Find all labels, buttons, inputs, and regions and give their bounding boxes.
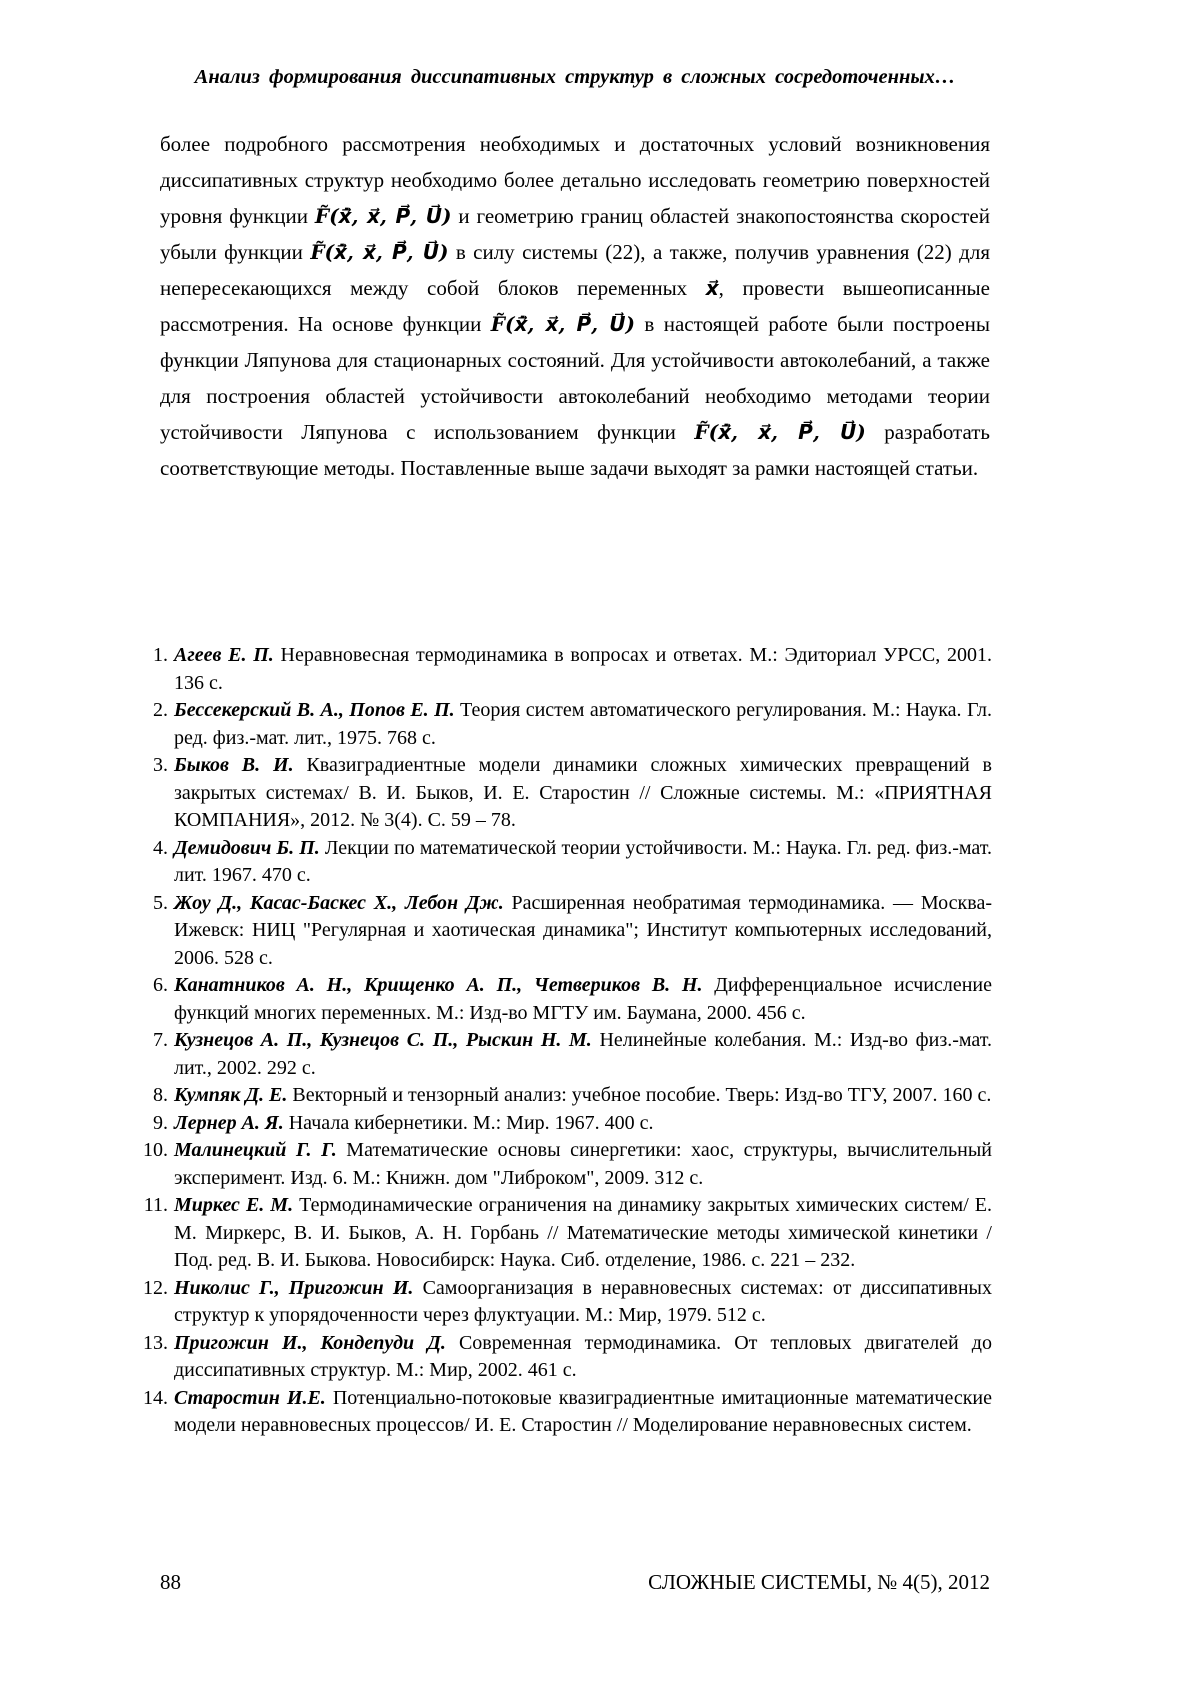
reference-number: 12.: [143, 1276, 168, 1299]
reference-number: 2.: [153, 699, 168, 721]
reference-item: [153, 642, 992, 697]
running-header-title: Анализ формирования диссипативных структур в сложных сосредоточенных…: [194, 66, 956, 88]
reference-text: Теория систем автоматического регулирования. М.: Наука. Гл. ред. физ.-мат. лит., 1975. 768 с.: [174, 699, 992, 749]
reference-number: 9.: [153, 1111, 168, 1134]
reference-authors: Старостин И.Е.: [174, 1386, 333, 1409]
inline-formula: F̃(x⃗̇, x⃗, P⃗, U⃗): [490, 312, 635, 336]
reference-text: Термодинамические ограничения на динамику закрытых химических систем/ Е. М. Миркерс, В. И. Быков, А. Н. Горбань // Математические методы химической кинетики / Под. ред. В. И. Быкова. Новосибирск: Наука. Сиб. отделение, 1986. с. 221 – 232.: [174, 1194, 992, 1271]
reference-item: [153, 697, 992, 752]
reference-text: Расширенная необратимая термодинамика. — Москва-Ижевск: НИЦ "Регулярная и хаотическая динамика"; Институт компьютерных исследований, 2006. 528 с.: [174, 891, 992, 969]
paragraph-text-segment: более подробного рассмотрения необходимых и достаточных условий возникновения диссипативных структур необходимо более детально исследовать геометрию поверхностей уровня функции: [160, 132, 990, 228]
reference-item: [143, 1137, 992, 1192]
reference-item: [153, 972, 992, 1027]
paragraph-text-segment: разработать соответствующие методы. Поставленные выше задачи выходят за рамки настоящей статьи.: [160, 420, 991, 480]
reference-authors: Канатников А. Н., Крищенко А. П., Четвериков В. Н.: [174, 974, 715, 996]
page-footer: [160, 1570, 990, 1595]
reference-authors: Демидович Б. П.: [174, 836, 325, 859]
reference-authors: Быков В. И.: [174, 754, 307, 776]
reference-number: 11.: [143, 1194, 168, 1216]
reference-authors: Кумпяк Д. Е.: [174, 1084, 293, 1106]
reference-item: [153, 1082, 992, 1110]
paragraph-text-segment: , провести вышеописанные рассмотрения. На основе функции: [160, 276, 990, 336]
reference-item: [153, 1110, 992, 1138]
reference-item: [143, 1275, 992, 1330]
body-paragraph: [160, 126, 990, 486]
reference-number: 10.: [143, 1139, 168, 1161]
inline-formula: F̃(x⃗̇, x⃗, P⃗, U⃗): [694, 420, 866, 444]
reference-item: [153, 752, 992, 835]
reference-authors: Бессекерский В. А., Попов Е. П.: [174, 699, 461, 721]
reference-authors: Лернер А. Я.: [174, 1111, 289, 1134]
reference-text: Лекции по математической теории устойчивости. М.: Наука. Гл. ред. физ.-мат. лит. 1967. 470 с.: [174, 836, 992, 886]
reference-item: [153, 835, 992, 890]
reference-item: [143, 1330, 992, 1385]
reference-item: [153, 1027, 993, 1082]
reference-item: [153, 890, 992, 973]
references-list: [143, 642, 993, 1440]
reference-text: Векторный и тензорный анализ: учебное пособие. Тверь: Изд-во ТГУ, 2007. 160 с.: [292, 1084, 992, 1106]
inline-formula: x⃗: [705, 276, 719, 300]
reference-number: 6.: [153, 974, 168, 996]
reference-number: 5.: [153, 891, 168, 914]
reference-authors: Кузнецов А. П., Кузнецов С. П., Рыскин Н. М.: [174, 1029, 600, 1051]
reference-text: Квазиградиентные модели динамики сложных химических превращений в закрытых системах/ В. И. Быков, И. Е. Старостин // Сложные системы. М.: «ПРИЯТНАЯ КОМПАНИЯ», 2012. № 3(4). С. 59 – 78.: [174, 754, 992, 831]
paragraph-text-segment: в настоящей работе были построены функции Ляпунова для стационарных состояний. Для устойчивости автоколебаний, а также для построения областей устойчивости автоколебаний необходимо методами теории устойчивости Ляпунова с использованием функции: [160, 312, 990, 444]
reference-authors: Малинецкий Г. Г.: [174, 1139, 347, 1161]
reference-text: Современная термодинамика. От тепловых двигателей до диссипативных структур. М.: Мир, 2002. 461 с.: [174, 1331, 992, 1381]
reference-item: [143, 1192, 992, 1275]
reference-number: 7.: [153, 1029, 168, 1051]
journal-title: СЛОЖНЫЕ СИСТЕМЫ, № 4(5), 2012: [648, 1570, 990, 1594]
reference-text: Самоорганизация в неравновесных системах: от диссипативных структур к упорядоченности через флуктуации. М.: Мир, 1979. 512 с.: [174, 1276, 992, 1326]
reference-text: Нелинейные колебания. М.: Изд-во физ.-мат. лит., 2002. 292 с.: [174, 1029, 993, 1079]
reference-authors: Жоу Д., Касас-Баскес Х., Лебон Дж.: [174, 891, 512, 914]
reference-number: 14.: [143, 1386, 168, 1409]
reference-text: Неравновесная термодинамика в вопросах и ответах. М.: Эдиториал УРСС, 2001. 136 с.: [174, 644, 992, 694]
reference-authors: Николис Г., Пригожин И.: [174, 1276, 423, 1299]
reference-number: 13.: [143, 1331, 168, 1354]
inline-formula: F̃(x⃗̇, x⃗, P⃗, U⃗): [314, 204, 452, 228]
reference-authors: Миркес Е. М.: [174, 1194, 300, 1216]
reference-text: Потенциально-потоковые квазиградиентные имитационные математические модели неравновесных процессов/ И. Е. Старостин // Моделирование неравновесных систем.: [174, 1386, 992, 1436]
reference-number: 8.: [153, 1084, 168, 1106]
inline-formula: F̃(x⃗̇, x⃗, P⃗, U⃗): [310, 240, 449, 264]
paragraph-text-segment: и геометрию границ областей знакопостоянства скоростей убыли функции: [160, 204, 990, 264]
reference-number: 4.: [153, 836, 168, 859]
page-number: 88: [160, 1570, 181, 1594]
reference-number: 3.: [153, 754, 168, 776]
reference-authors: Агеев Е. П.: [174, 644, 281, 666]
paragraph-text-segment: в силу системы (22), а также, получив уравнения (22) для непересекающихся между собой блоков переменных: [160, 240, 990, 300]
reference-number: 1.: [153, 644, 168, 666]
reference-text: Дифференциальное исчисление функций многих переменных. М.: Изд-во МГТУ им. Баумана, 2000. 456 с.: [174, 974, 992, 1024]
reference-authors: Пригожин И., Кондепуди Д.: [174, 1331, 459, 1354]
reference-text: Математические основы синергетики: хаос, структуры, вычислительный эксперимент. Изд. 6. М.: Книжн. дом "Либроком", 2009. 312 с.: [174, 1139, 992, 1189]
reference-text: Начала кибернетики. М.: Мир. 1967. 400 с.: [288, 1111, 654, 1134]
reference-item: [143, 1385, 992, 1440]
